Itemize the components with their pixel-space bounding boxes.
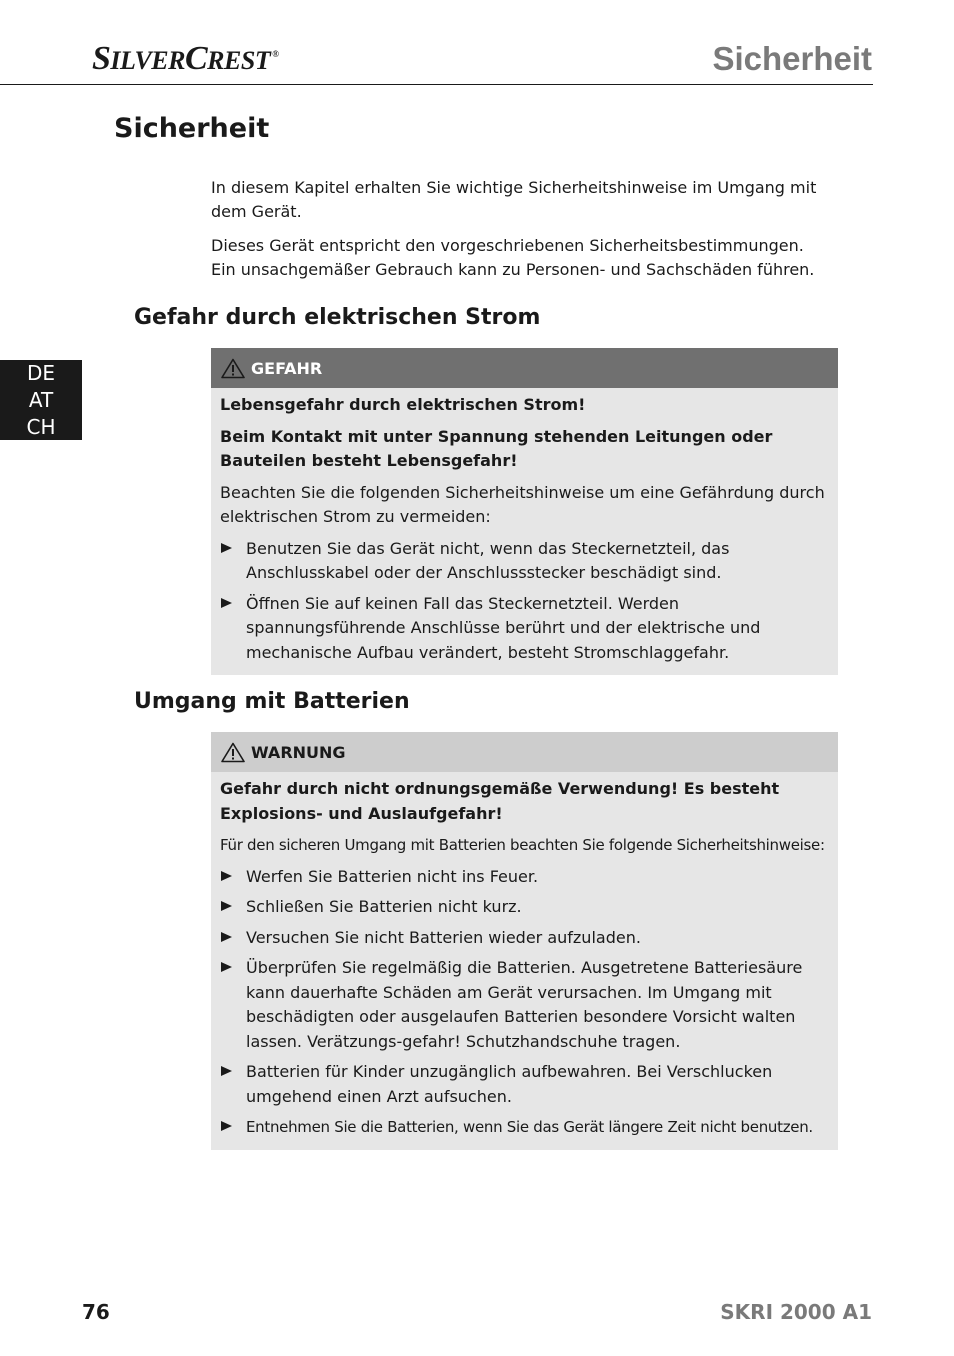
list-item-text: Werfen Sie Batterien nicht ins Feuer. xyxy=(246,866,539,886)
bullet-arrow-icon xyxy=(221,1066,232,1076)
warning-triangle-icon xyxy=(221,358,245,379)
warning-text: Für den sicheren Umgang mit Batterien beachten Sie folgende Sicherheitshinweise: xyxy=(220,836,825,854)
warning-headline: Gefahr durch nicht ordnungsgemäße Verwendung! Es besteht Explosions- und Auslaufgefahr! xyxy=(220,779,780,823)
danger-list xyxy=(220,537,829,666)
warning-box-body xyxy=(211,772,838,1150)
lang-ch: CH xyxy=(26,415,56,439)
header-divider xyxy=(0,84,873,85)
list-item xyxy=(220,537,829,586)
danger-label: GEFAHR xyxy=(251,358,323,378)
danger-box xyxy=(211,348,838,675)
bullet-arrow-icon xyxy=(221,1121,232,1131)
list-item-text: Entnehmen Sie die Batterien, wenn Sie das Gerät längere Zeit nicht benutzen. xyxy=(246,1118,813,1136)
warning-list xyxy=(220,865,829,1140)
bullet-arrow-icon xyxy=(221,871,232,881)
section-heading-batteries: Umgang mit Batterien xyxy=(134,689,410,714)
list-item-text: Versuchen Sie nicht Batterien wieder aufzuladen. xyxy=(246,927,641,947)
bullet-arrow-icon xyxy=(221,932,232,942)
warning-box-header xyxy=(211,732,838,772)
registered-mark: ® xyxy=(272,48,279,59)
list-item xyxy=(220,895,829,920)
section-heading-electric: Gefahr durch elektrischen Strom xyxy=(134,305,541,330)
lang-at: AT xyxy=(28,388,54,412)
model-number: SKRI 2000 A1 xyxy=(720,1300,872,1324)
list-item xyxy=(220,592,829,666)
list-item xyxy=(220,956,829,1054)
list-item xyxy=(220,865,829,890)
language-tab xyxy=(0,360,82,440)
brand-text: REST xyxy=(207,46,271,75)
list-item-text: Batterien für Kinder unzugänglich aufbewahren. Bei Verschlucken umgehend einen Arzt aufsuchen. xyxy=(246,1062,773,1106)
danger-text: Beachten Sie die folgenden Sicherheitshinweise um eine Gefährdung durch elektrischen Strom zu vermeiden: xyxy=(220,482,825,526)
warning-label: WARNUNG xyxy=(251,742,346,762)
brand-logo xyxy=(92,40,278,78)
danger-headline: Lebensgefahr durch elektrischen Strom! xyxy=(220,395,586,414)
danger-subheadline: Beim Kontakt mit unter Spannung stehenden Leitungen oder Bauteilen besteht Lebensgefahr! xyxy=(220,426,773,470)
list-item-text: Überprüfen Sie regelmäßig die Batterien. Ausgetretene Batteriesäure kann dauerhafte Schäden am Gerät verursachen. Im Umgang mit beschädigten oder ausgelaufen Batterien besondere Vorsicht walten lassen. Verätzungs-gefahr! Schutzhandschuhe tragen. xyxy=(246,958,803,1051)
page-number: 76 xyxy=(82,1300,110,1324)
page-title: Sicherheit xyxy=(114,113,270,144)
bullet-arrow-icon xyxy=(221,543,232,553)
header-section-title: Sicherheit xyxy=(712,40,872,77)
warning-triangle-icon xyxy=(221,742,245,763)
danger-box-body xyxy=(211,388,838,675)
warning-box xyxy=(211,732,838,1150)
brand-letter: C xyxy=(184,40,208,77)
list-item-text: Benutzen Sie das Gerät nicht, wenn das Steckernetzteil, das Anschlusskabel oder der Anschlussstecker beschädigt sind. xyxy=(246,538,730,582)
danger-box-header xyxy=(211,348,838,388)
intro-paragraph: Dieses Gerät entspricht den vorgeschriebenen Sicherheitsbestimmungen. Ein unsachgemäßer Gebrauch kann zu Personen- und Sachschäden führen. xyxy=(211,236,815,279)
intro-paragraph: In diesem Kapitel erhalten Sie wichtige Sicherheitshinweise im Umgang mit dem Gerät. xyxy=(211,178,817,221)
lang-de: DE xyxy=(26,361,56,385)
bullet-arrow-icon xyxy=(221,962,232,972)
list-item-text: Schließen Sie Batterien nicht kurz. xyxy=(246,897,522,916)
list-item xyxy=(220,1115,829,1140)
list-item xyxy=(220,1060,829,1109)
list-item-text: Öffnen Sie auf keinen Fall das Steckernetzteil. Werden spannungsführende Anschlüsse berührt und der elektrische und mechanische Aufbau verändert, besteht Stromschlaggefahr. xyxy=(246,593,761,662)
brand-text: ILVER xyxy=(110,46,185,75)
bullet-arrow-icon xyxy=(221,901,232,911)
bullet-arrow-icon xyxy=(221,598,232,608)
list-item xyxy=(220,926,829,951)
intro-text xyxy=(211,176,831,292)
brand-letter: S xyxy=(92,40,111,77)
